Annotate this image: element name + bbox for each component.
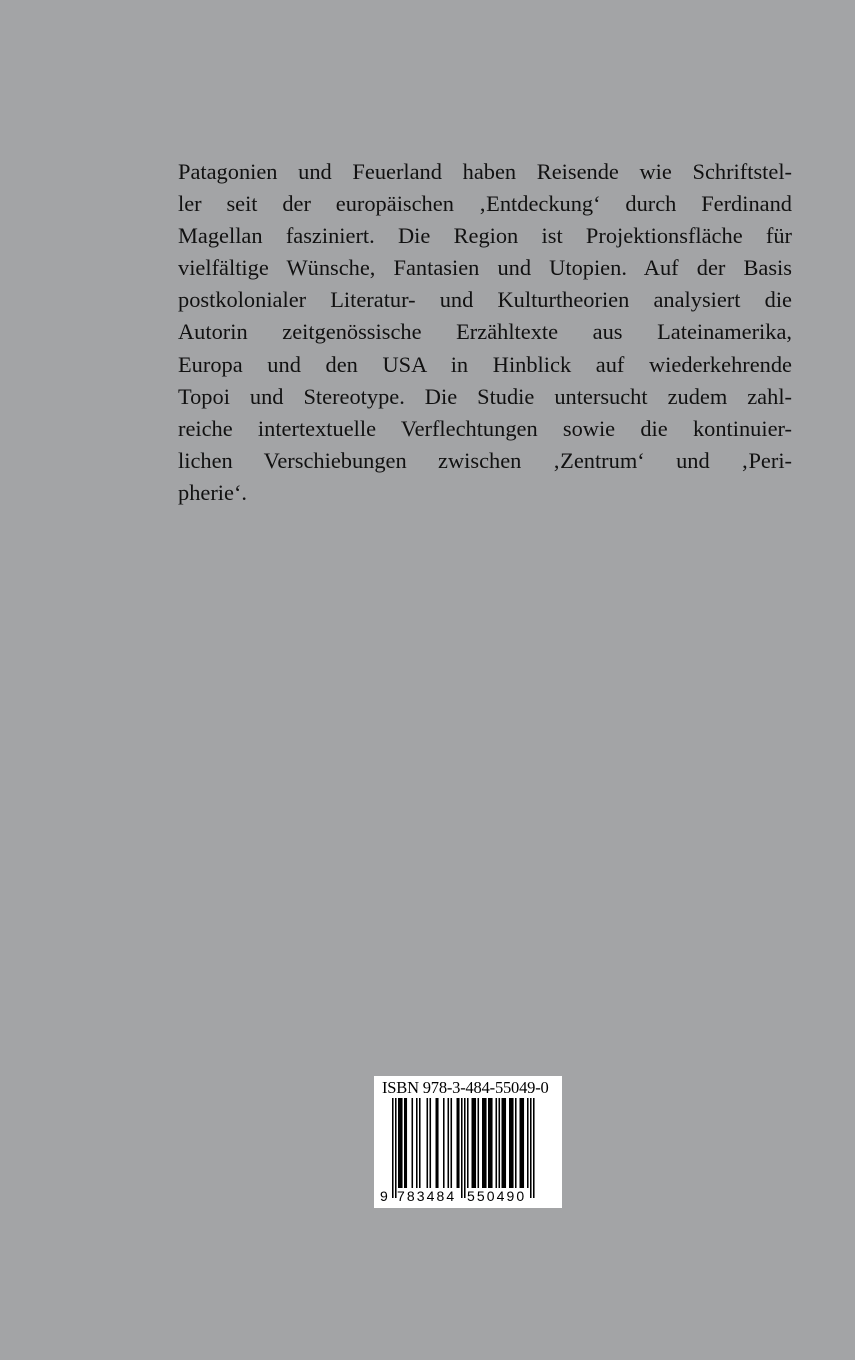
barcode-bar xyxy=(482,1098,484,1188)
isbn-label: ISBN 978-3-484-55049-0 xyxy=(382,1078,549,1097)
barcode-bar xyxy=(473,1098,475,1188)
barcode-bar xyxy=(416,1098,418,1188)
barcode-bar xyxy=(511,1098,513,1188)
barcode-guard-bar xyxy=(530,1098,532,1198)
blurb-line: Autorin zeitgenössische Erzähltexte aus Lateinamerika, xyxy=(178,319,792,345)
barcode-bar xyxy=(491,1098,493,1188)
blurb-line: Topoi und Stereotype. Die Studie untersucht zudem zahl- xyxy=(178,383,792,409)
barcode-bar xyxy=(478,1098,480,1188)
blurb-line: Patagonien und Feuerland haben Reisende wie Schriftstel- xyxy=(178,159,792,184)
barcode-bar xyxy=(457,1098,459,1188)
barcode-bar xyxy=(404,1098,406,1188)
barcode-bar xyxy=(512,1098,514,1188)
barcode-bar xyxy=(412,1098,414,1188)
barcode-bar xyxy=(419,1098,421,1188)
barcode-bar xyxy=(484,1098,486,1188)
blurb-line: ler seit der europäischen ‚Entdeckung‘ durch Ferdinand xyxy=(178,191,792,217)
barcode-guard-bar xyxy=(395,1098,397,1198)
blurb-line: reiche intertextuelle Verflechtungen sowie die kontinuier- xyxy=(178,415,792,441)
barcode-bar xyxy=(406,1098,408,1188)
blurb-line: lichen Verschiebungen zwischen ‚Zentrum‘ und ‚Peri- xyxy=(178,447,792,473)
barcode-bar xyxy=(488,1098,490,1188)
barcode-bar xyxy=(520,1098,522,1188)
barcode-bar xyxy=(427,1098,429,1188)
barcode-bar xyxy=(475,1098,477,1188)
barcode-guard-bar xyxy=(461,1098,463,1198)
barcode-bar xyxy=(509,1098,511,1188)
blurb-line: pherie‘. xyxy=(178,479,247,505)
blurb-line: postkolonialer Literatur- und Kulturtheorien analysiert die xyxy=(178,287,792,313)
barcode-bar xyxy=(485,1098,487,1188)
barcode-bar xyxy=(499,1098,501,1188)
barcode-bar xyxy=(502,1098,504,1188)
barcode-bar xyxy=(523,1098,525,1188)
barcode-bar xyxy=(496,1098,498,1188)
barcode-bar xyxy=(436,1098,438,1188)
blurb-line: Magellan fasziniert. Die Region ist Projektionsfläche für xyxy=(178,223,792,249)
barcode-digits-right: 550490 xyxy=(467,1188,527,1204)
barcode-bar xyxy=(398,1098,400,1188)
back-cover-blurb xyxy=(178,156,792,509)
barcode-bar xyxy=(437,1098,439,1188)
barcode-bar xyxy=(443,1098,445,1188)
blurb-line: vielfältige Wünsche, Fantasien und Utopien. Auf der Basis xyxy=(178,255,792,281)
barcode-digit-first: 9 xyxy=(380,1188,388,1204)
barcode-bar xyxy=(490,1098,492,1188)
blurb-line: Europa und den USA in Hinblick auf wiederkehrende xyxy=(178,351,792,377)
barcode-bar xyxy=(515,1098,517,1188)
barcode-guard-bar xyxy=(392,1098,394,1198)
barcode-bar xyxy=(448,1098,450,1188)
barcode-bar xyxy=(505,1098,507,1188)
barcode-bar xyxy=(451,1098,453,1188)
barcode-bar xyxy=(458,1098,460,1188)
isbn-barcode xyxy=(374,1076,562,1208)
barcode-guard-bar xyxy=(464,1098,466,1198)
barcode-bar xyxy=(521,1098,523,1188)
barcode-bar xyxy=(472,1098,474,1188)
barcode-digits-left: 783484 xyxy=(397,1188,457,1204)
barcode-bar xyxy=(401,1098,403,1188)
barcode-bar xyxy=(527,1098,529,1188)
barcode-bar xyxy=(467,1098,469,1188)
barcode-bar xyxy=(400,1098,402,1188)
barcode-guard-bar xyxy=(533,1098,535,1198)
barcode-bar xyxy=(430,1098,432,1188)
barcode-bar xyxy=(503,1098,505,1188)
